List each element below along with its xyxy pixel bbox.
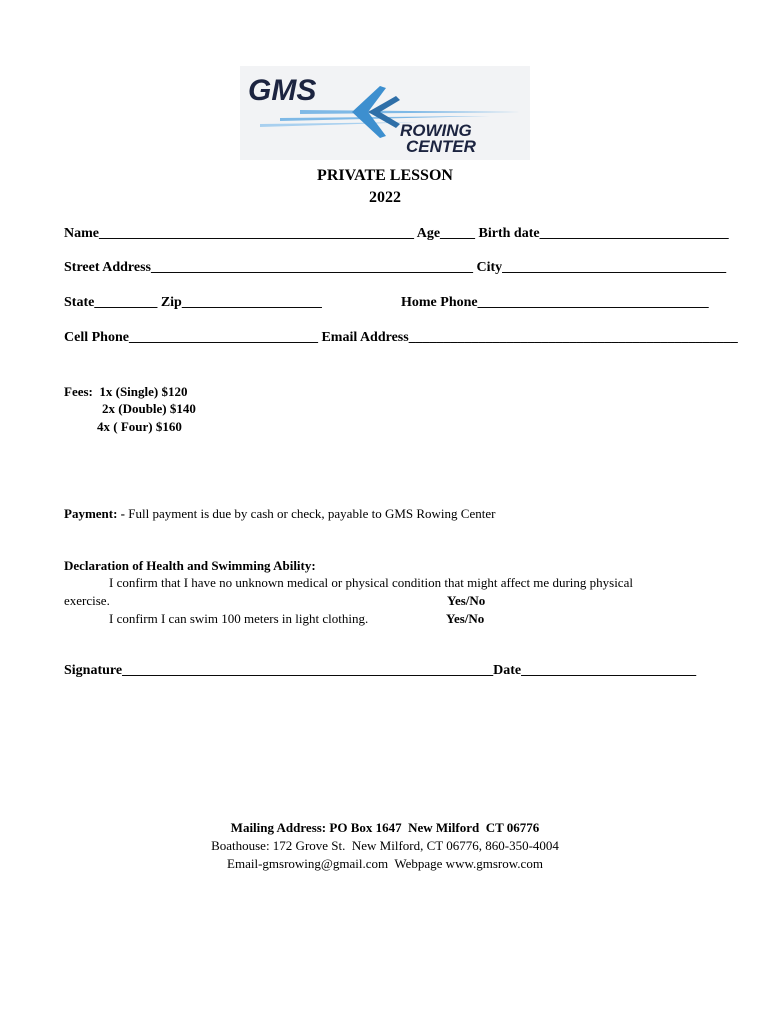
declaration-swim-text: I confirm I can swim 100 meters in light clothing.	[109, 611, 369, 626]
swim-yes-no[interactable]: Yes/No	[446, 611, 485, 626]
state-zip-field[interactable]: State_________ Zip____________________	[64, 295, 322, 310]
cell-email-field[interactable]: Cell Phone___________________________ Email Address_______________________________________________	[64, 330, 738, 345]
fees-line-single: Fees: 1x (Single) $120	[64, 384, 188, 399]
declaration-medical-text: I confirm that I have no unknown medical or physical condition that might affect me during physical	[109, 575, 633, 590]
logo-line2-text: CENTER	[406, 137, 476, 156]
page-year: 2022	[369, 189, 401, 206]
email-webpage: Email-gmsrowing@gmail.com Webpage www.gmsrow.com	[227, 856, 543, 871]
payment-text: Full payment is due by cash or check, payable to GMS Rowing Center	[125, 506, 496, 521]
medical-yes-no[interactable]: Yes/No	[447, 593, 486, 608]
fees-line-four: 4x ( Four) $160	[97, 419, 182, 434]
payment-line	[64, 505, 495, 522]
boathouse-address: Boathouse: 172 Grove St. New Milford, CT 06776, 860-350-4004	[211, 838, 559, 853]
signature-date-field[interactable]: Signature_____________________________________________________Date_________________________	[64, 663, 697, 678]
fees-line-double: 2x (Double) $140	[102, 401, 196, 416]
declaration-medical-text-cont: exercise.	[64, 593, 110, 608]
name-age-birthdate-field[interactable]: Name_____________________________________________ Age_____ Birth date___________________________	[64, 226, 729, 241]
payment-label: Payment: -	[64, 506, 126, 521]
address-city-field[interactable]: Street Address______________________________________________ City________________________________	[64, 260, 727, 275]
home-phone-field[interactable]: Home Phone_________________________________	[401, 295, 709, 310]
page-title: PRIVATE LESSON	[317, 167, 453, 184]
logo-brand-text: GMS	[248, 74, 317, 107]
gms-rowing-center-logo	[240, 66, 530, 160]
logo-graphic	[240, 66, 530, 160]
logo-line1-text: ROWING	[400, 121, 472, 140]
declaration-heading: Declaration of Health and Swimming Ability:	[64, 558, 316, 573]
mailing-address: Mailing Address: PO Box 1647 New Milford CT 06776	[230, 820, 540, 835]
